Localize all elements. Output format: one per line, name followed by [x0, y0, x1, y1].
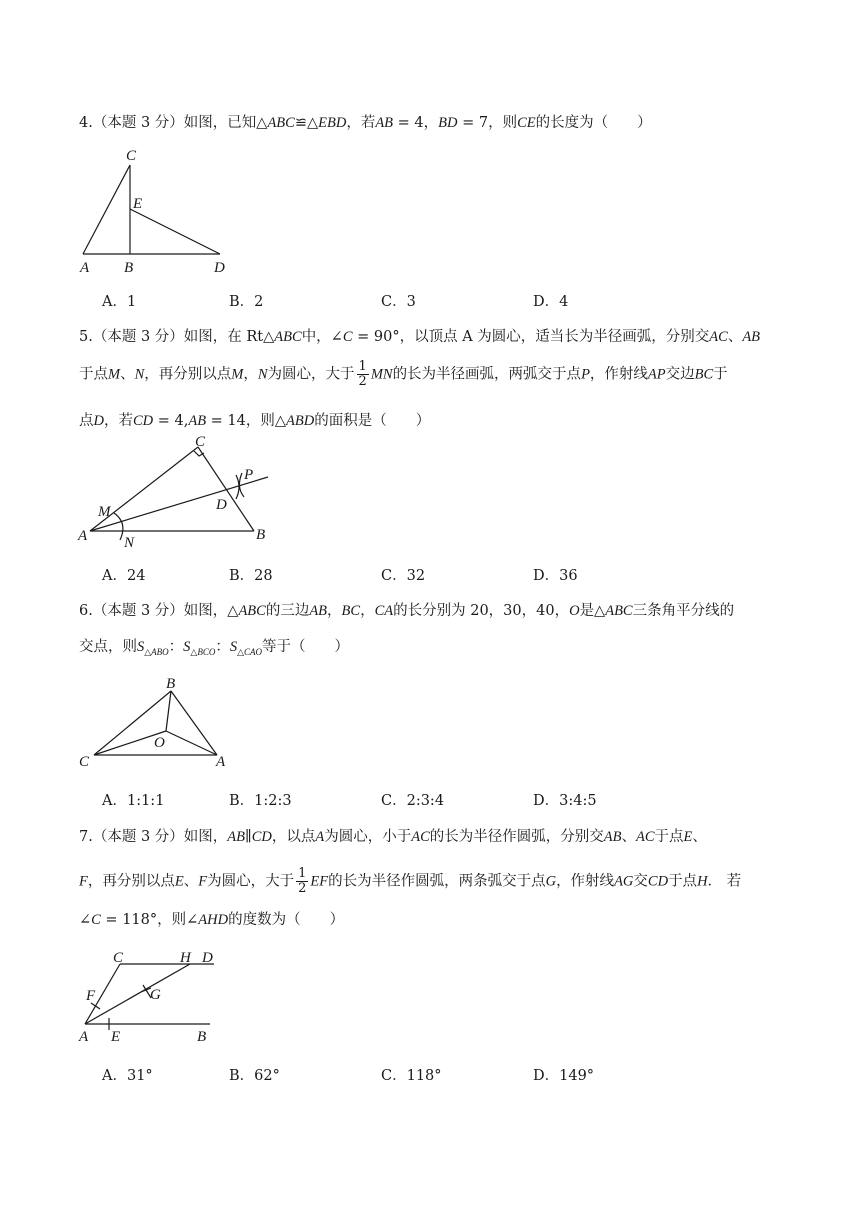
q5-arc-mn: [114, 513, 123, 540]
q4-label-e: E: [133, 196, 143, 212]
q7-label-h: H: [180, 950, 191, 966]
q6-label-c: C: [79, 754, 90, 770]
q5-label-p: P: [244, 467, 254, 483]
q6-label-o: O: [154, 735, 165, 751]
q7-option-b[interactable]: B．62°: [229, 1068, 280, 1084]
q6-stem-line1: 6.（本题 3 分）如图，△ABC的三边AB，BC，CA的长分别为 20，30，40，O是△ABC三条角平分线的: [79, 603, 735, 619]
q7-figure: [70, 940, 230, 1050]
q6-stem-line2: 交点，则$S_{\triangle ABO}$：$S_{\triangle BCO}$：$S_{\triangle CAO}$等于（ ）: [79, 639, 350, 657]
q7-label-e: E: [111, 1029, 121, 1045]
q7-stem-line2: F，再分别以点E、F为圆心，大于 $\frac{1}{2}$ EF的长为半径作圆弧，两条弧交于点G，作射线AG交CD于点H． 若: [79, 866, 742, 896]
q5-label-a: A: [78, 528, 88, 544]
q5-segment-cb: [198, 447, 254, 531]
q4-figure: [70, 140, 250, 280]
q6-figure: [70, 670, 240, 780]
q7-ray-ah: [85, 964, 190, 1024]
q4-label-c: C: [126, 148, 137, 164]
q4-segment-ac: [83, 165, 130, 254]
q5-label-b: B: [256, 527, 266, 543]
q6-option-a[interactable]: A．1:1:1: [102, 793, 165, 809]
q5-label-d: D: [216, 497, 227, 513]
q5-option-c[interactable]: C．32: [381, 568, 426, 584]
q4-option-d[interactable]: D．4: [533, 294, 569, 310]
q7-label-g: G: [150, 987, 161, 1003]
q7-label-d: D: [202, 950, 213, 966]
q7-stem-line1: 7.（本题 3 分）如图，AB∥CD，以点A为圆心，小于AC的长为半径作圆弧，分别交AB、AC于点E、: [79, 829, 707, 845]
q6-segment-bo: [166, 691, 171, 731]
q7-label-b: B: [197, 1029, 207, 1045]
q5-label-c: C: [195, 435, 206, 450]
q5-figure: [70, 435, 290, 555]
q7-label-f: F: [86, 988, 96, 1004]
q4-option-a[interactable]: A．1: [102, 294, 137, 310]
q6-label-a: A: [216, 754, 226, 770]
q4-option-c[interactable]: C．3: [381, 294, 416, 310]
q6-segment-ao: [166, 731, 217, 755]
q5-option-b[interactable]: B．28: [229, 568, 273, 584]
q6-option-c[interactable]: C．2:3:4: [381, 793, 445, 809]
q7-option-d[interactable]: D．149°: [533, 1068, 595, 1084]
q7-label-c: C: [113, 950, 124, 966]
q7-option-a[interactable]: A．31°: [102, 1068, 153, 1084]
q5-label-n: N: [124, 535, 135, 551]
q4-label-d: D: [214, 260, 225, 276]
q7-label-a: A: [79, 1029, 89, 1045]
q7-stem-line3: ∠C = 118°，则∠AHD的度数为（ ）: [79, 912, 345, 928]
q5-option-d[interactable]: D．36: [533, 568, 578, 584]
q7-fraction: $\frac{1}{2}$: [298, 866, 307, 896]
q4-stem: 4.（本题 3 分）如图，已知△ABC≌△EBD，若AB = 4，BD = 7，则CE的长度为（ ）: [79, 115, 652, 131]
q4-option-b[interactable]: B．2: [229, 294, 264, 310]
q5-option-a[interactable]: A．24: [102, 568, 146, 584]
q6-option-d[interactable]: D．3:4:5: [533, 793, 597, 809]
q6-option-b[interactable]: B．1:2:3: [229, 793, 292, 809]
q5-right-angle-mark: [194, 451, 204, 456]
q5-fraction: $\frac{1}{2}$: [358, 359, 367, 389]
q4-label-b: B: [124, 260, 134, 276]
q6-label-b: B: [166, 676, 176, 692]
q7-option-c[interactable]: C．118°: [381, 1068, 442, 1084]
q5-stem-line1: 5.（本题 3 分）如图，在 Rt△ABC中，∠C = 90°，以顶点 A 为圆心，适当长为半径画弧，分别交AC、AB: [79, 329, 761, 345]
q4-segment-ed: [130, 209, 220, 254]
q4-label-a: A: [80, 260, 90, 276]
q5-label-m: M: [98, 504, 111, 520]
q5-ray-ap: [90, 477, 268, 531]
q5-stem-line3: 点D，若CD = 4,AB = 14，则△ABD的面积是（ ）: [79, 413, 431, 429]
q6-segment-ba: [171, 691, 217, 755]
q5-stem-line2: 于点M、N，再分别以点M，N为圆心，大于 $\frac{1}{2}$ MN的长为半径画弧，两弧交于点P，作射线AP交边BC于: [79, 359, 728, 389]
